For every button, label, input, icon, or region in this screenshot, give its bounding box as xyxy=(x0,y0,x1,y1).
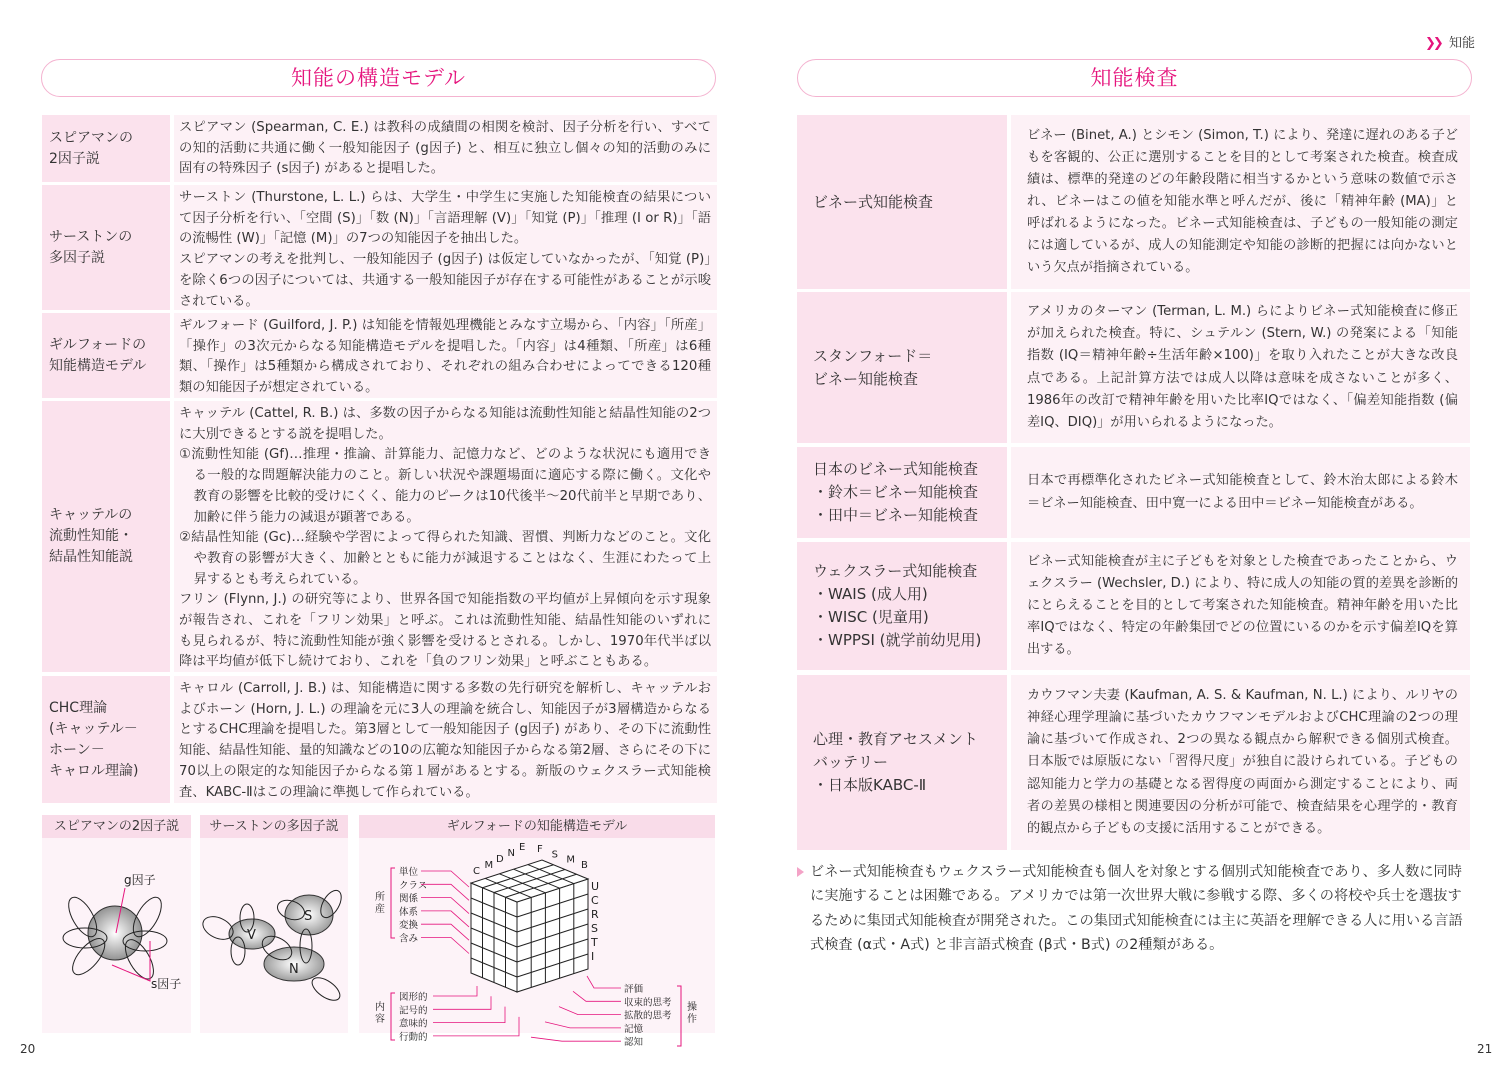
row-label-line: ホーン－ xyxy=(49,741,105,758)
cube-letter: D xyxy=(496,854,504,865)
left-page-title: 知能の構造モデル xyxy=(41,59,716,97)
table-row xyxy=(42,115,717,182)
row-label-line: ・鈴木＝ビネー知能検査 xyxy=(813,483,979,501)
row-label-line: サーストンの xyxy=(49,228,133,245)
table-row xyxy=(797,447,1470,538)
cube-letter: I xyxy=(591,950,595,963)
paragraph: フリン (Flynn, J.) の研究等により、世界各国で知能指数の平均値が上昇傾向を示す現象が報告され、これを「フリン効果」と呼ぶ。これは流動性知能、結晶性知能のいずれにも見られるが、特に流動性知能が強く影響を受けるとされる。しかし、1970年代半ば以降は平均値が低下し続けており、これを「負のフリン効果」と呼ぶこともある。 xyxy=(179,592,711,670)
operation-bracket xyxy=(677,986,681,1046)
product-label: クラス xyxy=(399,880,428,892)
product-label: 体系 xyxy=(399,906,419,918)
content-label: 図形的 xyxy=(399,992,428,1003)
table-row xyxy=(42,401,717,672)
content-label: 意味的 xyxy=(399,1018,428,1030)
products-axis-label: 産 xyxy=(375,904,385,915)
cube-letter: R xyxy=(591,908,599,921)
paragraph: 日本で再標準化されたビネー式知能検査として、鈴木治太郎による鈴木＝ビネー知能検査、田中寛一による田中＝ビネー知能検査がある。 xyxy=(1027,473,1458,511)
factor-n-label: N xyxy=(289,962,299,977)
list-item: ①流動性知能 (Gf)…推理・推論、計算能力、記憶力など、どのような状況にも適用できる一般的な問題解決能力のこと。新しい状況や課題場面に適応する際に働く。文化や教育の影響を比較的受けにくく、能力のピークは10代後半～20代前半と早期であり、加齢に伴う能力の減退が顕著である。 xyxy=(179,447,711,525)
contents-axis-label: 内 xyxy=(375,1002,385,1013)
table-row xyxy=(797,115,1470,289)
row-label-line: ・日本版KABC-Ⅱ xyxy=(813,776,927,794)
operation-label: 収束的思考 xyxy=(624,997,672,1009)
operation-label: 評価 xyxy=(624,984,644,995)
spearman-diagram xyxy=(42,838,191,1033)
row-label xyxy=(42,115,170,182)
row-description xyxy=(1011,115,1470,289)
row-label-line: ・WPPSI (就学前幼児用) xyxy=(813,631,982,649)
table-row xyxy=(797,542,1470,670)
operation-leader-line xyxy=(573,991,621,1001)
row-label xyxy=(797,292,1007,443)
operations-axis-label: 作 xyxy=(687,1014,697,1025)
footnote xyxy=(797,860,1473,957)
list-item: ②結晶性知能 (Gc)…経験や学習によって得られた知識、習慣、判断力などのこと。文化や教育の影響が大きく、加齢とともに能力が減退することはなく、生涯にわたって上昇するとも考えられている。 xyxy=(179,530,711,587)
row-label-line: ・WISC (児童用) xyxy=(813,608,929,626)
factor-v-label: V xyxy=(247,928,256,943)
row-label-line: 日本のビネー式知能検査 xyxy=(813,460,979,478)
row-description xyxy=(1011,447,1470,538)
row-description xyxy=(1011,542,1470,670)
row-label-line: バッテリー xyxy=(813,753,889,771)
row-label-line: (キャッテル－ xyxy=(49,720,138,737)
cube-letter: M xyxy=(484,860,494,871)
footnote-text: ビネー式知能検査もウェクスラー式知能検査も個人を対象とする個別式知能検査であり、多人数に同時に実施することは困難である。アメリカでは第一次世界大戦に参戦する際、多くの将校や兵士を選抜するために集団式知能検査が開発された。この集団式知能検査には主に英語を理解できる人に用いる言語式検査 (α式・A式) と非言語式検査 (β式・B式) の2種類がある。 xyxy=(810,864,1463,953)
row-label-line: ギルフォードの xyxy=(49,336,147,353)
s-factor-label: s因子 xyxy=(151,977,182,991)
right-page-title: 知能検査 xyxy=(797,59,1472,97)
operation-leader-line xyxy=(545,1022,621,1028)
row-label-line: キャッテルの xyxy=(49,507,133,523)
row-description xyxy=(1011,675,1470,850)
row-description xyxy=(174,185,717,310)
paragraph: ビネー (Binet, A.) とシモン (Simon, T.) により、発達に遅れのある子どもを客観的、公正に選別することを目的として考案された検査。検査成績は、標準的発達のどの年齢段階に相当するかという意味の数値で示され、ビネーはこの値を知能水準と呼んだが、後に「精神年齢 (MA)」と呼ばれるようになった。ビネー式知能検査は、子どもの一般知能の測定には適しているが、成人の知能測定や知能の診断的把握には向かないという欠点が指摘されている。 xyxy=(1027,127,1458,276)
operation-leader-line xyxy=(531,1037,621,1041)
figure-title: サーストンの多因子説 xyxy=(200,815,348,838)
cube-letter: S xyxy=(591,922,598,935)
paragraph: ギルフォード (Guilford, J. P.) は知能を情報処理機能とみなす立場から、「内容」「所産」「操作」の3次元からなる知能構造モデルを提唱した。「内容」は4種類、「所産」は6種類、「操作」は5種類から構成されており、それぞれの組み合わせによってできる120種類の知能因子が想定されている。 xyxy=(179,318,711,396)
row-description xyxy=(174,676,717,803)
row-description xyxy=(174,115,717,182)
cube-letter: N xyxy=(507,848,515,859)
thurstone-figure xyxy=(200,815,348,1033)
product-label: 変換 xyxy=(399,920,419,932)
paragraph: ビネー式知能検査が主に子どもを対象とした検査であったことから、ウェクスラー (Wechsler, D.) により、特に成人の知能の質的差異を診断的にとらえることを目的として考案された知能検査。精神年齢を用いた比率IQではなく、特定の年齢集団でどの位置にいるのかを示す偏差IQを算出する。 xyxy=(1027,553,1459,658)
cube-letter: F xyxy=(537,844,543,855)
page-number-left: 20 xyxy=(20,1042,36,1056)
content-label: 行動的 xyxy=(399,1031,428,1043)
content-leader-line xyxy=(433,1017,519,1036)
row-label xyxy=(42,313,170,398)
products-axis-label: 所 xyxy=(375,892,385,903)
cube-letter: M xyxy=(566,854,575,866)
table-row xyxy=(42,313,717,398)
paragraph: キャロル (Carroll, J. B.) は、知能構造に関する多数の先行研究を解析し、キャッテルおよびホーン (Horn, J. L.) の理論を元に3人の理論を統合し、知能因子が3層構造からなるとするCHC理論を提唱した。第3層として一般知能因子 (g因子) があり、その下に流動性知能、結晶性知能、量的知識などの10の広範な知能因子からなる第2層、さらにその下に70以上の限定的な知能因子からなる第１層があるとする。新版のウェクスラー式知能検査、KABC-Ⅱはこの理論に準拠して作られている。 xyxy=(179,681,711,800)
row-label-line: 結晶性知能説 xyxy=(49,549,133,565)
operation-leader-line xyxy=(559,1007,621,1015)
content-label: 記号的 xyxy=(399,1005,428,1017)
cube-letter: E xyxy=(519,842,526,853)
row-label-line: 2因子説 xyxy=(49,150,100,167)
row-label-line: スタンフォード＝ xyxy=(813,346,933,365)
table-row xyxy=(797,292,1470,443)
paragraph: アメリカのターマン (Terman, L. M.) らによりビネー式知能検査に修正が加えられた検査。特に、シュテルン (Stern, W.) の発案による「知能指数 (IQ＝精神年齢÷生活年齢×100)」を取り入れたことが大きな改良点である。上記計算方法では成人以降は意味を成さないことが多く、1986年の改訂で精神年齢を用いた比率IQではなく、「偏差知能指数 (偏差IQ、DIQ)」が用いられるようになった。 xyxy=(1027,304,1458,430)
operation-label: 拡散的思考 xyxy=(624,1010,672,1022)
paragraph: スピアマン (Spearman, C. E.) は教科の成績間の相関を検討、因子分析を行い、すべての知的活動に共通に働く一般知能因子 (g因子) と、相互に独立し個々の知的活動のみに固有の特殊因子 (s因子) があると提唱した。 xyxy=(179,120,711,177)
product-label: 関係 xyxy=(399,893,419,905)
row-label xyxy=(797,542,1007,670)
product-leader-line xyxy=(421,938,469,954)
paragraph: スピアマンの考えを批判し、一般知能因子 (g因子) は仮定していなかったが、「知覚 (P)」を除く6つの因子については、共通する一般知能因子が存在する可能性があることが示唆されている。 xyxy=(179,252,711,309)
content-leader-line xyxy=(433,986,477,996)
row-label xyxy=(42,676,170,803)
operation-label: 記憶 xyxy=(624,1023,644,1035)
table-row xyxy=(797,675,1470,850)
row-label-line: ウェクスラー式知能検査 xyxy=(813,562,978,580)
product-label: 単位 xyxy=(399,867,419,878)
contents-axis-label: 容 xyxy=(375,1014,385,1025)
row-label-line: 心理・教育アセスメント xyxy=(813,730,978,748)
product-label: 含み xyxy=(399,933,419,945)
cube-letter: S xyxy=(551,849,559,861)
row-label-line: CHC理論 xyxy=(49,699,108,716)
thurstone-diagram xyxy=(200,838,348,1033)
double-chevron-right-icon: ❯❯ xyxy=(1425,36,1441,51)
guilford-figure xyxy=(359,815,715,1049)
content-leader-line xyxy=(433,996,491,1009)
row-label-line: ・田中＝ビネー知能検査 xyxy=(813,506,979,524)
cube-letter: C xyxy=(591,894,599,907)
row-label-line: ビネー知能検査 xyxy=(813,369,919,388)
page-number-right: 21 xyxy=(1477,1042,1493,1056)
factor-s-label: S xyxy=(304,909,313,924)
paragraph: カウフマン夫妻 (Kaufman, A. S. & Kaufman, N. L.) により、ルリヤの神経心理学理論に基づいたカウフマンモデルおよびCHC理論の2つの理論に基づいて作成され、2つの異なる観点から解釈できる個別式検査。日本版では原版にない「習得尺度」が独自に設けられている。子どもの認知能力と学力の基礎となる習得度の両面から測定することにより、両者の差異の様相と関連要因の分析が可能で、検査結果を心理学的・教育的観点から子どもの支援に活用することができる。 xyxy=(1027,688,1458,836)
operations-axis-label: 操 xyxy=(687,1002,697,1013)
row-label-line: キャロル理論) xyxy=(49,762,139,779)
paragraph: キャッテル (Cattel, R. B.) は、多数の因子からなる知能は流動性知能と結晶性知能の2つに大別できるとする説を提唱した。 xyxy=(179,406,711,442)
row-description xyxy=(174,401,717,672)
row-label xyxy=(42,401,170,672)
row-label-line: 多因子説 xyxy=(49,249,105,266)
guilford-cube-diagram xyxy=(359,838,715,1049)
cube-letter: B xyxy=(581,860,588,871)
content-bracket xyxy=(391,993,395,1040)
row-label xyxy=(42,185,170,310)
section-marker xyxy=(1425,32,1475,51)
row-label-line: スピアマンの xyxy=(49,129,133,146)
row-label xyxy=(797,115,1007,289)
row-label xyxy=(797,675,1007,850)
table-row xyxy=(42,185,717,310)
paragraph: サーストン (Thurstone, L. L.) らは、大学生・中学生に実施した知能検査の結果について因子分析を行い、「空間 (S)」「数 (N)」「言語理解 (V)」「知覚 (P)」「推理 (I or R)」「語の流暢性 (W)」「記憶 (M)」の7つの知能因子を抽出した。 xyxy=(179,190,711,247)
cube-letter: C xyxy=(473,866,480,877)
row-label-line: 知能構造モデル xyxy=(49,357,147,374)
row-label-line: ・WAIS (成人用) xyxy=(813,585,928,603)
figure-title: スピアマンの2因子説 xyxy=(42,815,191,838)
operation-label: 認知 xyxy=(624,1037,644,1049)
row-label xyxy=(797,447,1007,538)
operation-leader-line xyxy=(587,976,621,988)
g-factor-label: g因子 xyxy=(124,873,156,887)
row-label-line: ビネー式知能検査 xyxy=(813,192,934,211)
table-row xyxy=(42,676,717,803)
row-label-line: 流動性知能・ xyxy=(49,528,133,544)
product-bracket xyxy=(391,868,395,938)
triangle-bullet-icon xyxy=(797,867,804,877)
cube-letter: T xyxy=(591,936,598,949)
row-description xyxy=(174,313,717,398)
cube-letter: U xyxy=(591,880,600,893)
row-description xyxy=(1011,292,1470,443)
spearman-figure xyxy=(42,815,191,1033)
figure-title: ギルフォードの知能構造モデル xyxy=(359,815,715,838)
section-label: 知能 xyxy=(1448,36,1475,51)
